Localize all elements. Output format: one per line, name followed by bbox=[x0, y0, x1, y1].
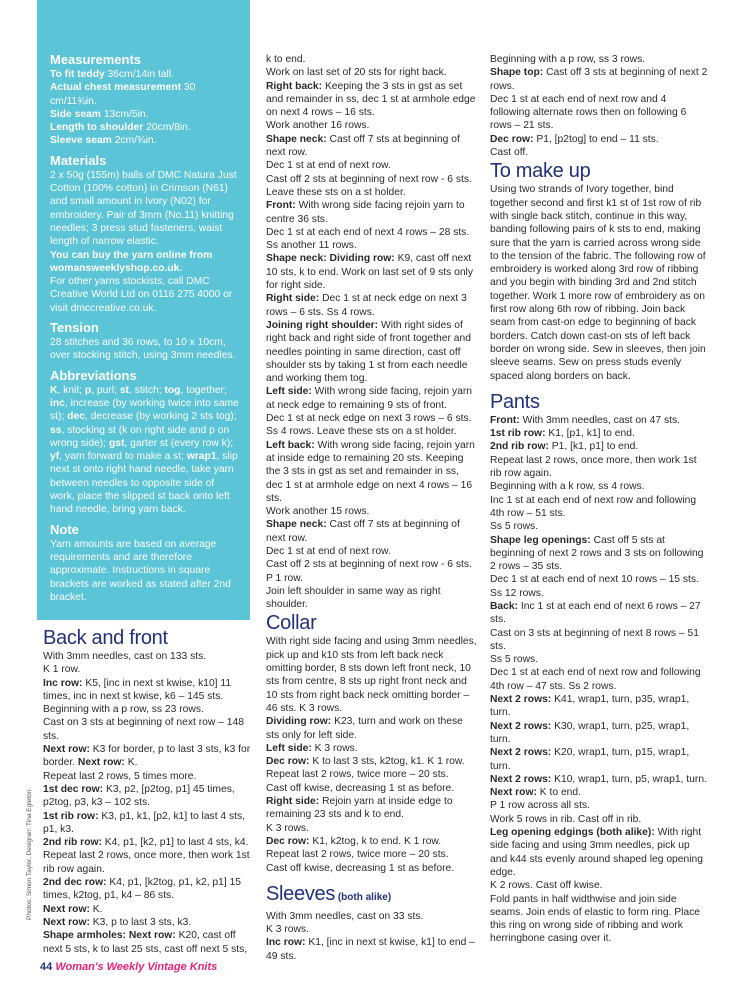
tension-text: 28 stitches and 36 rows, to 10 x 10cm, over stocking stitch, using 3mm needles. bbox=[50, 337, 236, 362]
instruction-line: Cast off. bbox=[490, 147, 529, 159]
measurement-side-seam: Side seam 13cm/5in. bbox=[50, 108, 149, 120]
instruction-line: Dec 1 st at neck edge on next 3 rows – 6 sts. Ss 4 rows. Leave these sts on a st holder. bbox=[266, 413, 472, 438]
instruction-line: Shape leg openings: Cast off 5 sts at beginning of next 2 rows and 3 sts on following 2 rows – 35 sts. bbox=[490, 534, 704, 573]
instruction-line: Shape neck: Cast off 7 sts at beginning of next row. bbox=[266, 519, 460, 544]
instruction-line: Repeat last 2 rows, once more, then work 1st rib row again. bbox=[43, 850, 250, 875]
instruction-line: Fold pants in half widthwise and join side seams. Join ends of elastic to form ring. Place this ring on wrong side of ribbing and work herringbone casing over it. bbox=[490, 893, 701, 945]
section-heading: Back and front bbox=[43, 627, 168, 649]
instruction-line: Joining right shoulder: With right sides of right back and right side of front together and needles pointing in same direction, cast off shoulder sts by taking 1 st from each needle and working them tog. bbox=[266, 319, 471, 385]
column-1 bbox=[43, 626, 253, 956]
instruction-line: K 1 row. bbox=[43, 664, 81, 676]
instruction-line: Cast off kwise, decreasing 1 st as before. bbox=[266, 782, 455, 794]
instruction-line: Dec 1 st at end of next row. bbox=[266, 160, 391, 172]
section-heading: Collar bbox=[266, 612, 317, 635]
instruction-line: Dec row: K1, k2tog, k to end. K 1 row. bbox=[266, 835, 442, 847]
section-heading: To make up bbox=[490, 160, 591, 183]
instruction-line: Work another 16 rows. bbox=[266, 120, 370, 132]
instruction-line: Right back: Keeping the 3 sts in gst as set and remainder in ss, dec 1 st at armhole edge on next 4 rows – 16 sts. bbox=[266, 80, 476, 119]
instruction-line: Using two strands of Ivory together, bind together second and first k1 st of 1st row of rib with single back stitch, continue in this way, banding following pairs of k sts to end, making sure that the yarn is carried across wrong side to the tension of the fabric. The following row of embroidery is worked along 3rd row of ribbing and you begin with binding 3rd and 2nd stitch together. Work 1 more row of embroidery as on first row along 6th row of ribbing. Join back seam from cast-on edge to beginning of back borders. Catch down cast-on sts of left back border on wrong side. Sew in sleeves, then join sleeve seams. Sew on press studs evenly spaced along borders on back. bbox=[490, 184, 706, 382]
section-heading: Pants bbox=[490, 390, 540, 413]
instruction-line: Left side: K 3 rows. bbox=[266, 742, 358, 754]
instruction-line: Left side: With wrong side facing, rejoin yarn at neck edge to remaining 9 sts of front. bbox=[266, 386, 473, 411]
materials-stockists: For other yarns stockists, call DMC Creative World Ltd on 0116 275 4000 or visit dmccreative.co.uk. bbox=[50, 276, 233, 314]
column-3 bbox=[490, 53, 708, 946]
measurement-length: Length to shoulder 20cm/8in. bbox=[50, 122, 191, 134]
page-footer bbox=[40, 961, 217, 973]
note-text: Yarn amounts are based on average requirements and are therefore approximate. Instructions in square brackets are worked as stated after 2nd bracket. bbox=[50, 538, 231, 603]
instruction-line: Shape armholes: Next row: K20, cast off next 5 sts, k to last 25 sts, cast off next 5 sts, bbox=[43, 930, 248, 955]
instruction-line: Front: With wrong side facing rejoin yarn to centre 36 sts. bbox=[266, 200, 465, 225]
materials-shop: You can buy the yarn online from womansweeklyshop.co.uk. bbox=[50, 249, 213, 274]
instruction-line: 1st dec row: K3, p2, [p2tog, p1] 45 times, p2tog, p3, k3 – 102 sts. bbox=[43, 783, 235, 809]
column-2 bbox=[266, 53, 478, 963]
instruction-line: Dec row: P1, [p2tog] to end – 11 sts. bbox=[490, 133, 659, 145]
instruction-line: With 3mm needles, cast on 133 sts. bbox=[43, 651, 207, 662]
instruction-line: Work another 15 rows. bbox=[266, 506, 370, 518]
instruction-line: Dec 1 st at each end of next 4 rows – 28 sts. Ss another 11 rows. bbox=[266, 226, 470, 252]
instruction-line: Dec 1 st at each end of next 10 rows – 15 sts. Ss 12 rows. bbox=[490, 574, 699, 599]
instruction-line: Right side: Rejoin yarn at inside edge to remaining 23 sts and k to end. bbox=[266, 796, 453, 821]
instruction-line: P 1 row across all sts. bbox=[490, 800, 590, 812]
instruction-line: k to end. bbox=[266, 54, 306, 65]
instruction-line: Back: Inc 1 st at each end of next 6 rows – 27 sts. bbox=[490, 600, 701, 626]
photo-credit: Photos: Simon Taylor. Designer: Tina Egleton. bbox=[26, 787, 33, 920]
instruction-line: Cast on 3 sts at beginning of next 8 rows – 51 sts. bbox=[490, 627, 699, 652]
instruction-line: Next row: K to end. bbox=[490, 787, 582, 799]
info-sidebar bbox=[37, 0, 250, 620]
instruction-line: Dec 1 st at end of next row. bbox=[266, 545, 391, 557]
instruction-line: Beginning with a p row, ss 23 rows. bbox=[43, 704, 204, 716]
instruction-line: Dividing row: K23, turn and work on these sts only for left side. bbox=[266, 716, 463, 741]
instruction-line: Repeat last 2 rows, twice more – 20 sts. bbox=[266, 769, 449, 781]
instruction-line: Left back: With wrong side facing, rejoin yarn at inside edge to remaining 20 sts. Keeping the 3 sts in gst as set and remainder in ss, dec 1 st at armhole edge on next 4 rows – 16 sts. bbox=[266, 439, 475, 504]
materials-text: 2 x 50g (155m) balls of DMC Natura Just Cotton (100% cotton) in Crimson (N61) and small amount in Ivory (N02) for embroidery. Pair of 3mm (No.11) knitting needles; 3 press stud fasteners, waist length of narrow elastic. bbox=[50, 169, 237, 248]
instruction-line: Inc row: K5, [inc in next st kwise, k10] 11 times, inc in next st kwise, k6 – 145 sts. bbox=[43, 677, 232, 702]
instruction-line: Inc row: K1, [inc in next st kwise, k1] to end – 49 sts. bbox=[266, 937, 475, 962]
instruction-line: 2nd rib row: K4, p1, [k2, p1] to last 4 sts, k4. bbox=[43, 837, 249, 849]
measurement-fit: To fit teddy 36cm/14in tall. bbox=[50, 69, 174, 80]
instruction-line: Beginning with a p row, ss 3 rows. bbox=[490, 54, 646, 65]
publication-name: Woman's Weekly Vintage Knits bbox=[55, 961, 218, 973]
instruction-line: Repeat last 2 rows, once more, then work 1st rib row again. bbox=[490, 454, 697, 480]
instruction-line: Next row: K. bbox=[43, 903, 103, 915]
measurement-sleeve: Sleeve seam 2cm/¾in. bbox=[50, 135, 157, 147]
instruction-line: Cast off kwise, decreasing 1 st as before. bbox=[266, 862, 455, 874]
instruction-line: Next row: K3, p to last 3 sts, k3. bbox=[43, 916, 192, 928]
instruction-line: 1st rib row: K1, [p1, k1] to end. bbox=[490, 428, 635, 440]
instruction-line: Next 2 rows: K10, wrap1, turn, p5, wrap1, turn. bbox=[490, 773, 707, 785]
note-heading: Note bbox=[50, 521, 79, 537]
instruction-line: Beginning with a k row, ss 4 rows. bbox=[490, 481, 645, 493]
instruction-line: Cast off 2 sts at beginning of next row - 6 sts. Leave these sts on a st holder. bbox=[266, 173, 472, 198]
instruction-line: Next row: K3 for border, p to last 3 sts, k3 for border. Next row: K. bbox=[43, 744, 251, 769]
materials-heading: Materials bbox=[50, 152, 107, 168]
instruction-line: K 2 rows. Cast off kwise. bbox=[490, 880, 603, 892]
instruction-line: With 3mm needles, cast on 33 sts. bbox=[266, 910, 424, 922]
instruction-line: Shape neck: Dividing row: K9, cast off next 10 sts, k to end. Work on last set of 9 sts only for right side. bbox=[266, 253, 473, 292]
instruction-line: 2nd rib row: P1, [k1, p1] to end. bbox=[490, 441, 639, 453]
measurement-chest: Actual chest measurement 30 cm/11¾in. bbox=[50, 82, 196, 107]
instruction-line: Next 2 rows: K30, wrap1, turn, p25, wrap1, turn. bbox=[490, 720, 690, 745]
abbreviations-heading: Abbreviations bbox=[50, 367, 137, 383]
instruction-line: Work 5 rows in rib. Cast off in rib. bbox=[490, 813, 642, 825]
instruction-line: Cast on 3 sts at beginning of next row – 148 sts. bbox=[43, 717, 244, 742]
instruction-line: Shape neck: Cast off 7 sts at beginning of next row. bbox=[266, 133, 460, 159]
instruction-line: Shape top: Cast off 3 sts at beginning of next 2 rows. bbox=[490, 67, 708, 92]
instruction-line: K 3 rows. bbox=[266, 822, 309, 834]
instruction-line: K 3 rows. bbox=[266, 924, 309, 936]
instruction-line: Ss 5 rows. bbox=[490, 654, 539, 666]
instruction-line: Leg opening edgings (both alike): With right side facing and using 3mm needles, pick up and k44 sts evenly around shaped leg opening edge. bbox=[490, 827, 703, 878]
instruction-line: Join left shoulder in same way as right shoulder. bbox=[266, 585, 441, 611]
section-heading: Sleeves (both alike) bbox=[266, 882, 392, 905]
instruction-line: Next 2 rows: K41, wrap1, turn, p35, wrap1, turn. bbox=[490, 694, 690, 719]
instruction-line: Dec 1 st at each end of next row and following 4th row – 47 sts. Ss 2 rows. bbox=[490, 667, 701, 692]
measurements-heading: Measurements bbox=[50, 52, 142, 67]
instruction-line: Dec row: K to last 3 sts, k2tog, k1. K 1 row. bbox=[266, 756, 465, 768]
instruction-line: Ss 5 rows. bbox=[490, 521, 539, 533]
instruction-line: Right side: Dec 1 st at neck edge on next 3 rows – 6 sts. Ss 4 rows. bbox=[266, 293, 467, 318]
tension-heading: Tension bbox=[50, 320, 99, 336]
instruction-line: Repeat last 2 rows, 5 times more. bbox=[43, 770, 197, 782]
abbreviations-text: K, knit; p, purl; st, stitch; tog, together; inc, increase (by working twice into same st); dec, decrease (by working 2 sts tog); ss, stocking st (k on right side and p on wrong side); gst, garter st (every row k); yf, yarn forward to make a st; wrap1, slip next st onto right hand needle, take yarn between needles to opposite side of work, place the slipped st back onto left hand needle, bring yarn back. bbox=[50, 384, 239, 516]
instruction-line: With right side facing and using 3mm needles, pick up and k10 sts from left back neck omitting border, 8 sts down left front neck, 10 sts from centre, 8 sts up right front neck and 10 sts from right back neck omitting border – 46 sts. K 3 rows. bbox=[266, 636, 477, 714]
instruction-line: 1st rib row: K3, p1, k1, [p2, k1] to last 4 sts, p1, k3. bbox=[43, 810, 246, 835]
page-number: 44 bbox=[40, 961, 53, 973]
instruction-line: Work on last set of 20 sts for right back. bbox=[266, 67, 447, 79]
instruction-line: Front: With 3mm needles, cast on 47 sts. bbox=[490, 414, 680, 426]
instruction-line: 2nd dec row: K4, p1, [k2tog, p1, k2, p1] 15 times, k2tog, p1, k4 – 86 sts. bbox=[43, 877, 242, 902]
instruction-line: Repeat last 2 rows, twice more – 20 sts. bbox=[266, 849, 449, 861]
instruction-line: Next 2 rows: K20, wrap1, turn, p15, wrap1, turn. bbox=[490, 747, 690, 772]
instruction-line: Cast off 2 sts at beginning of next row - 6 sts. P 1 row. bbox=[266, 559, 472, 584]
instruction-line: Dec 1 st at each end of next row and 4 following alternate rows then on following 6 rows – 21 sts. bbox=[490, 93, 687, 132]
instruction-line: Inc 1 st at each end of next row and following 4th row – 51 sts. bbox=[490, 494, 697, 519]
